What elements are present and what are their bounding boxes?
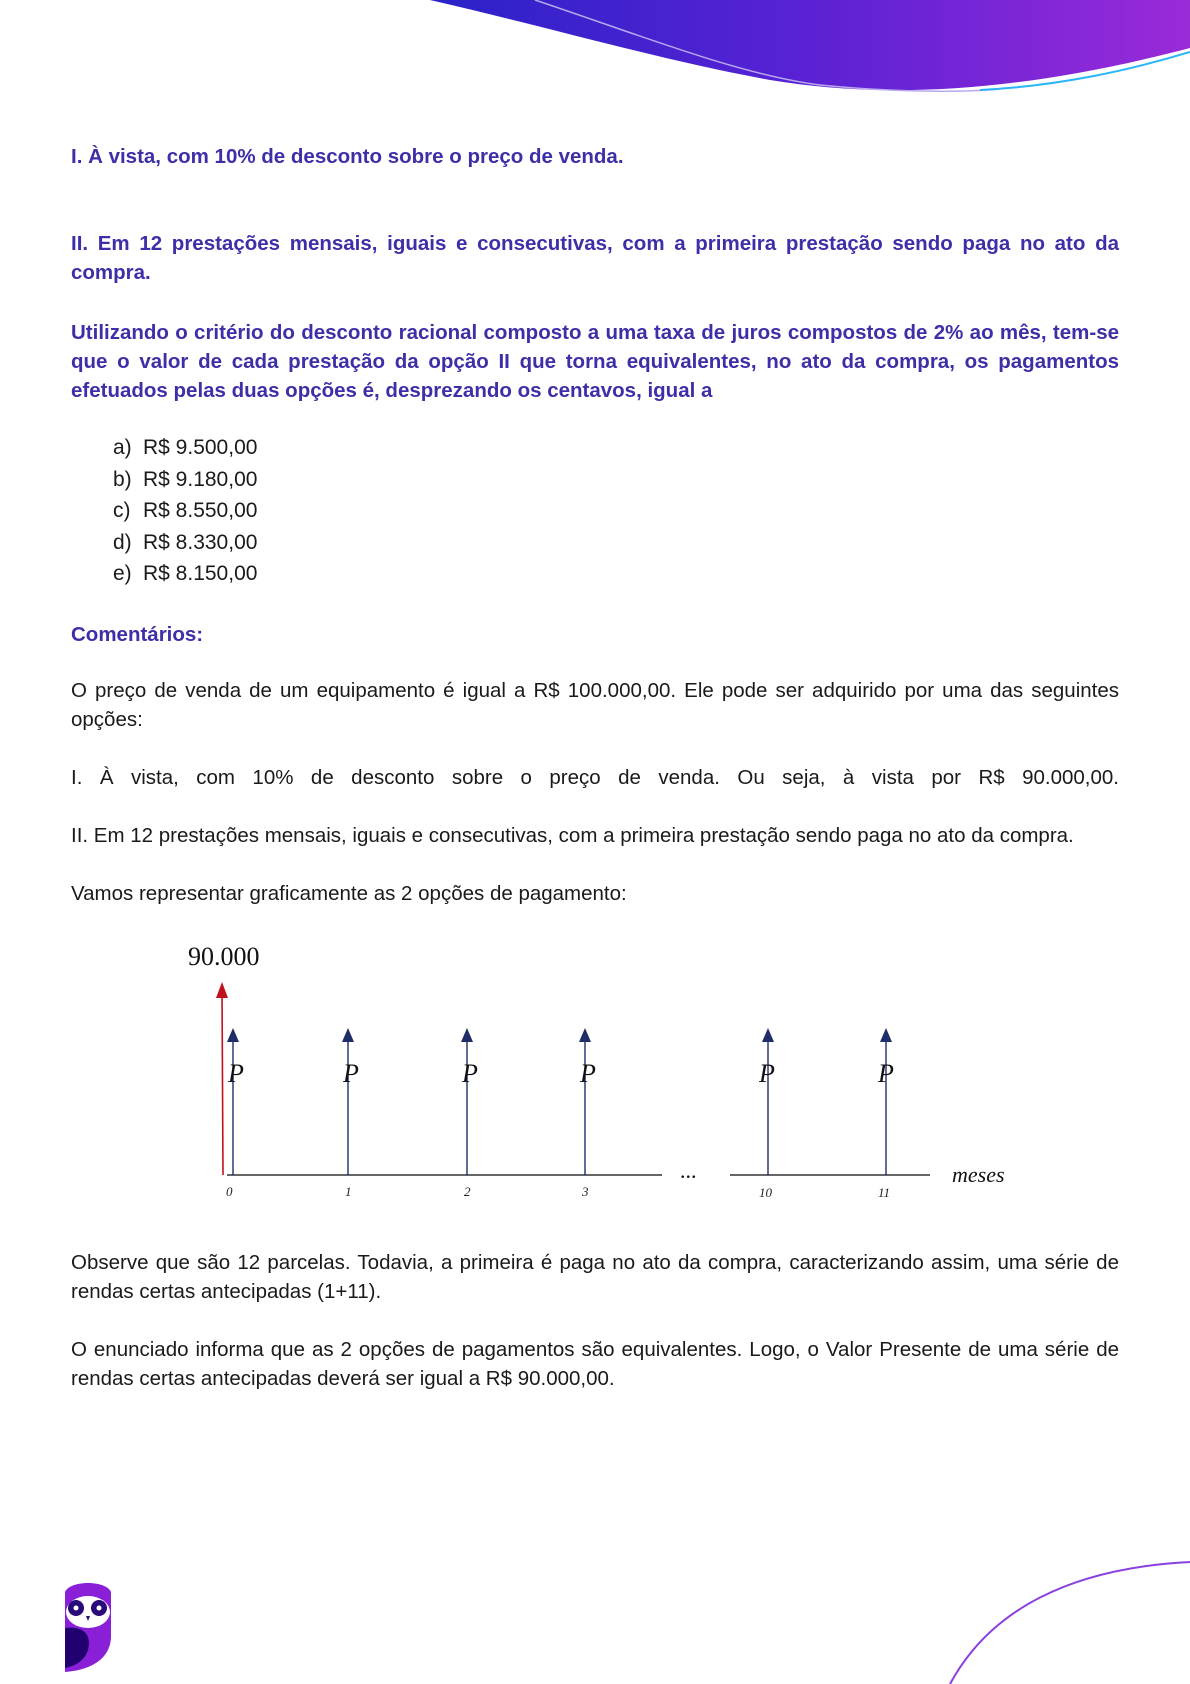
comments-paragraph-3: II. Em 12 prestações mensais, iguais e consecutivas, com a primeira prestação sendo paga no ato da compra. [71, 824, 1074, 847]
question-item-ii: II. Em 12 prestações mensais, iguais e consecutivas, com a primeira prestação sendo paga no ato da compra. [71, 232, 1119, 284]
tick-0: 0 [226, 1184, 233, 1199]
tick-1: 1 [345, 1184, 352, 1199]
comments-heading: Comentários: [71, 623, 204, 646]
tick-11: 11 [878, 1185, 891, 1200]
payment-arrow-11 [880, 1028, 892, 1175]
payment-arrows [227, 1028, 892, 1175]
comments-paragraph-2: I. À vista, com 10% de desconto sobre o preço de venda. Ou seja, à vista por R$ 90.000,00. [71, 766, 1119, 789]
tick-3: 3 [582, 1184, 589, 1199]
tick-10: 10 [759, 1185, 772, 1200]
payment-arrow-3 [579, 1028, 591, 1175]
option-d: d) R$ 8.330,00 [113, 530, 258, 554]
payment-arrow-2 [461, 1028, 473, 1175]
comments-paragraph-5: Observe que são 12 parcelas. Todavia, a primeira é paga no ato da compra, caracterizando assim, uma série de rendas certas antecipadas (1+11). [71, 1251, 1119, 1303]
inflow-arrow [216, 982, 228, 1175]
payment-label-0: P [228, 1059, 244, 1088]
payment-arrow-0 [227, 1028, 239, 1175]
payment-label-2: P [462, 1059, 478, 1088]
tick-2: 2 [464, 1184, 471, 1199]
option-a: a) R$ 9.500,00 [113, 436, 258, 459]
cash-flow-diagram [170, 920, 1040, 1220]
payment-label-11: P [878, 1059, 894, 1088]
comments-paragraph-6: O enunciado informa que as 2 opções de pagamentos são equivalentes. Logo, o Valor Presente de uma série de rendas certas antecipadas deverá ser igual a R$ 90.000,00. [71, 1338, 1119, 1390]
payment-arrow-10 [762, 1028, 774, 1175]
header-wave-decoration [0, 0, 1190, 100]
answer-options [113, 432, 257, 590]
owl-logo-icon [62, 1578, 114, 1674]
comments-paragraph-1: O preço de venda de um equipamento é igual a R$ 100.000,00. Ele pode ser adquirido por uma das seguintes opções: [71, 679, 1119, 731]
option-b: b) R$ 9.180,00 [113, 467, 258, 491]
question-item-i: I. À vista, com 10% de desconto sobre o preço de venda. [71, 145, 624, 168]
payment-label-1: P [343, 1059, 359, 1088]
payment-arrow-1 [342, 1028, 354, 1175]
comments-paragraph-4: Vamos representar graficamente as 2 opções de pagamento: [71, 882, 627, 905]
payment-label-10: P [759, 1059, 775, 1088]
axis-ellipsis: ... [680, 1158, 697, 1183]
footer-arc-decoration [900, 1540, 1190, 1684]
question-prompt: Utilizando o critério do desconto racional composto a uma taxa de juros compostos de 2% ao mês, tem-se que o valor de cada prestação da opção II que torna equivalentes, no ato da compra, os pagamentos efetuados pelas duas opções é, desprezando os centavos, igual a [71, 321, 1119, 402]
inflow-label: 90.000 [188, 942, 260, 971]
axis-label: meses [952, 1162, 1005, 1187]
option-e: e) R$ 8.150,00 [113, 562, 258, 585]
payment-label-3: P [580, 1059, 596, 1088]
option-c: c) R$ 8.550,00 [113, 499, 258, 522]
